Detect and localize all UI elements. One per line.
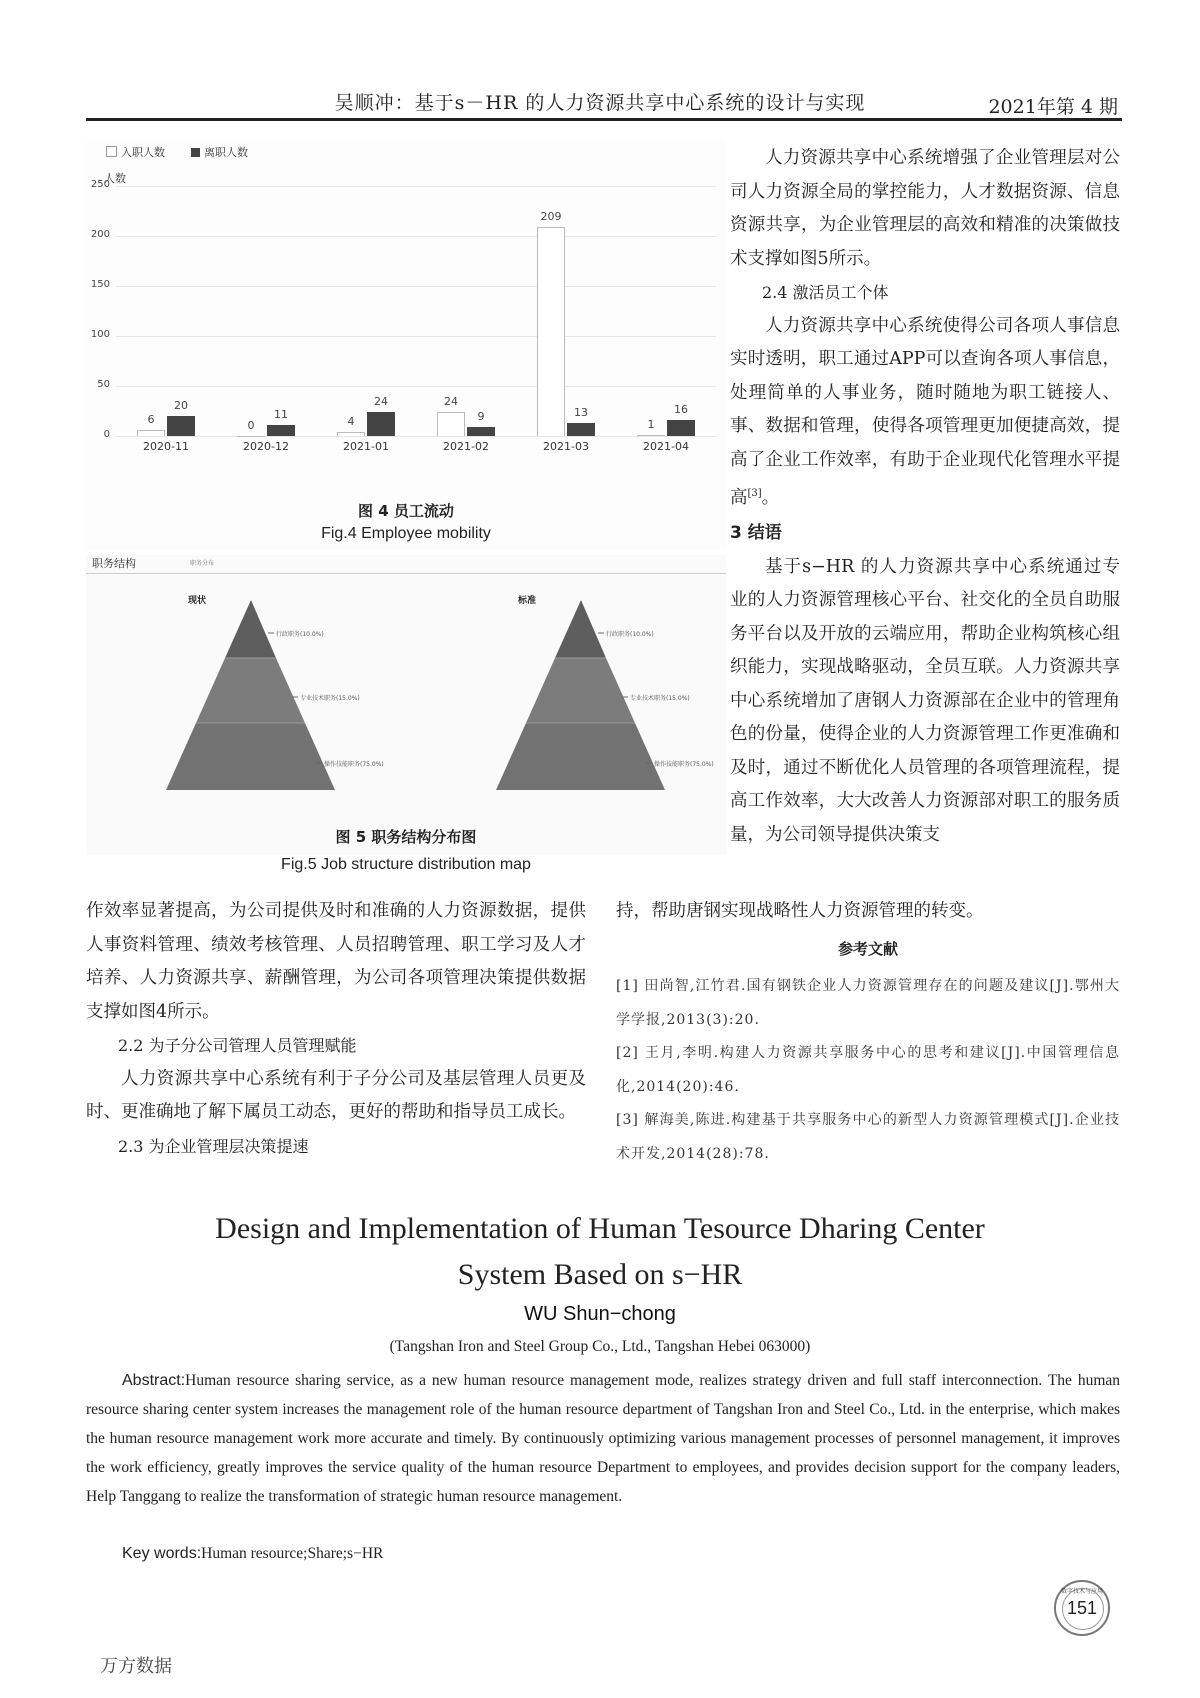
section-heading-2-4: 2.4 激活员工个体 [762,283,889,302]
running-title: 吴顺冲：基于s－HR 的人力资源共享中心系统的设计与实现 [334,92,866,114]
paragraph: 人力资源共享中心系统有利于子分公司及基层管理人员更及时、更准确地了解下属员工动态，更好的帮助和指导员工成长。 [86,1068,586,1122]
bar-value-label: 0 [247,419,255,432]
abstract-label: Abstract: [122,1372,186,1389]
y-axis-label: 人数 [104,172,126,185]
y-tick-label: 100 [90,329,110,340]
gridline [116,186,716,187]
english-keywords [122,1545,383,1563]
x-tick-label: 2021-02 [443,440,489,453]
english-title-line1: Design and Implementation of Human Tesource Dharing Center [215,1212,985,1245]
section-heading-2-3: 2.3 为企业管理层决策提速 [118,1136,309,1156]
keywords-label: Key words: [122,1545,202,1562]
pyramid-label-standard: 标准 [518,596,537,606]
issue-number: 2021年第 4 期 [988,96,1118,118]
abstract-text: Human resource sharing service, as a new human resource management mode, realizes strategy driven and full staff interconnection. The human resource sharing center system increases the management role of the human resource department of Tangshan Iron and Steel Co., Ltd. in the enterprise, which makes the human resource management work more accurate and timely. By continuously optimizing various management processes of personnel management, it improves the work efficiency, greatly improves the service quality of the human resource Department to employees, and provides decision support for the company leaders, Help Tanggang to realize the transformation of strategic human resource management. [86,1372,1120,1505]
x-tick-label: 2020-12 [243,440,289,453]
right-column-lower [616,895,1120,1171]
employee-mobility-chart [86,140,726,550]
section-heading-2-2: 2.2 为子分公司管理人员管理赋能 [118,1036,357,1055]
x-tick-label: 2021-01 [343,440,389,453]
bar-hires [637,435,665,436]
legend-item-hires [106,144,165,160]
paragraph: 作效率显著提高，为公司提供及时和准确的人力资源数据，提供人事资料管理、绩效考核管理、人员招聘管理、职工学习及人才培养、人力资源共享、薪酬管理，为公司各项管理决策提供数据支撑如图4所示。 [86,901,586,1022]
right-column-upper [730,142,1120,852]
gridline [116,336,716,337]
english-affiliation: (Tangshan Iron and Steel Group Co., Ltd., Tangshan Hebei 063000) [389,1338,811,1355]
bar-value-label: 24 [444,395,458,408]
bar-value-label: 16 [674,403,688,416]
legend-swatch-departures [191,148,200,157]
bar-value-label: 4 [347,415,355,428]
english-abstract [86,1366,1120,1511]
paragraph: 基于s−HR 的人力资源共享中心系统通过专业的人力资源管理核心平台、社交化的全员自助服务平台以及开放的云端应用，帮助企业构筑核心组织能力，实现战略驱动，全员互联。人力资源共享中心系统增加了唐钢人力资源部在企业中的管理角色的份量，使得企业的人力资源管理工作更准确和及时，通过不断优化人员管理的各项管理流程，提高工作效率，大大改善人力资源部对职工的服务质量，为公司领导提供决策支 [730,556,1120,845]
segment-label: 专业技术职务(15.0%) [300,695,360,702]
gridline [116,286,716,287]
job-structure-panel [86,555,726,855]
y-tick-label: 250 [90,179,110,190]
bar-hires [237,436,265,437]
gridline [116,386,716,387]
paragraph-end: 。 [761,487,780,508]
y-tick-label: 200 [90,229,110,240]
x-tick-label: 2021-04 [643,440,689,453]
paragraph [730,310,1120,516]
segment-label: 行政职务(10.0%) [606,631,654,638]
bar-value-label: 6 [147,413,155,426]
y-tick-label: 150 [90,279,110,290]
page-number-badge [1054,1580,1110,1636]
legend-label: 入职人数 [121,146,165,159]
left-column-lower [86,895,586,1163]
segment-label: 专业技术职务(15.0%) [630,695,690,702]
bar-value-label: 209 [540,210,562,223]
bar-value-label: 11 [274,408,288,421]
bar-value-label: 24 [374,395,388,408]
bar-value-label: 9 [477,410,485,423]
english-title-line2: System Based on s−HR [457,1258,743,1291]
bar-hires [137,430,165,436]
bar-departures [367,412,395,436]
bar-value-label: 1 [647,418,655,431]
paragraph-continuation: 持，帮助唐钢实现战略性人力资源管理的转变。 [616,901,984,921]
pyramid-graphics [86,555,726,855]
keywords-text: Human resource;Share;s−HR [201,1545,384,1562]
pyramid-label-current: 现状 [188,596,207,606]
legend-swatch-hires [106,146,117,157]
y-tick-label: 0 [103,429,110,440]
figure4-caption-cn: 图 4 员工流动 [358,502,454,520]
legend-label: 离职人数 [204,146,248,159]
bar-value-label: 13 [574,406,588,419]
bar-hires [537,227,565,436]
x-tick-label: 2020-11 [143,440,189,453]
english-author: WU Shun−chong [524,1303,676,1325]
figure5-caption-en: Fig.5 Job structure distribution map [281,856,531,873]
footer-watermark: 万方数据 [100,1656,172,1677]
y-tick-label: 50 [97,379,110,390]
reference-item: [2] 王月,李明.构建人力资源共享服务中心的思考和建议[J].中国管理信息化,2014(20):46. [616,1045,1120,1095]
bar-hires [337,432,365,436]
gridline [116,436,716,437]
panel-title: 职务结构 [92,557,136,570]
bar-departures [567,423,595,436]
x-tick-label: 2021-03 [543,440,589,453]
section-heading-3: 3 结语 [730,523,782,544]
badge-journal-text: 数字技术与应用 [1060,1588,1103,1595]
figure5-caption-cn: 图 5 职务结构分布图 [335,828,477,846]
bar-departures [267,425,295,436]
reference-item: [3] 解海美,陈进.构建基于共享服务中心的新型人力资源管理模式[J].企业技术开发,2014(28):78. [616,1112,1120,1162]
segment-label: 操作技能职务(75.0%) [654,761,714,768]
legend-item-departures [191,144,248,160]
citation: [3] [747,488,762,499]
reference-item: [1] 田尚智,江竹君.国有钢铁企业人力资源管理存在的问题及建议[J].鄂州大学学报,2013(3):20. [616,978,1120,1028]
segment-label: 操作技能职务(75.0%) [324,761,384,768]
bar-departures [167,416,195,436]
segment-label: 行政职务(10.0%) [276,631,324,638]
paragraph-text: 人力资源共享中心系统使得公司各项人事信息实时透明，职工通过APP可以查询各项人事信息，处理简单的人事业务，随时随地为职工链接人、事、数据和管理，使得各项管理更加便捷高效，提高了企业工作效率，有助于企业现代化管理水平提高 [730,315,1120,508]
header-rule [86,118,1122,121]
bar-value-label: 20 [174,399,188,412]
page-number: 151 [1066,1598,1098,1618]
gridline [116,236,716,237]
plot-area [90,179,716,453]
chart-legend [106,144,248,160]
paragraph: 人力资源共享中心系统增强了企业管理层对公司人力资源全局的掌控能力，人才数据资源、信息资源共享，为企业管理层的高效和精准的决策做技术支撑如图5所示。 [730,148,1120,269]
figure4-caption-en: Fig.4 Employee mobility [321,525,491,542]
bar-departures [667,420,695,436]
panel-subtitle: 职务分布 [190,560,215,567]
bar-departures [467,427,495,436]
references-heading: 参考文献 [837,939,898,958]
